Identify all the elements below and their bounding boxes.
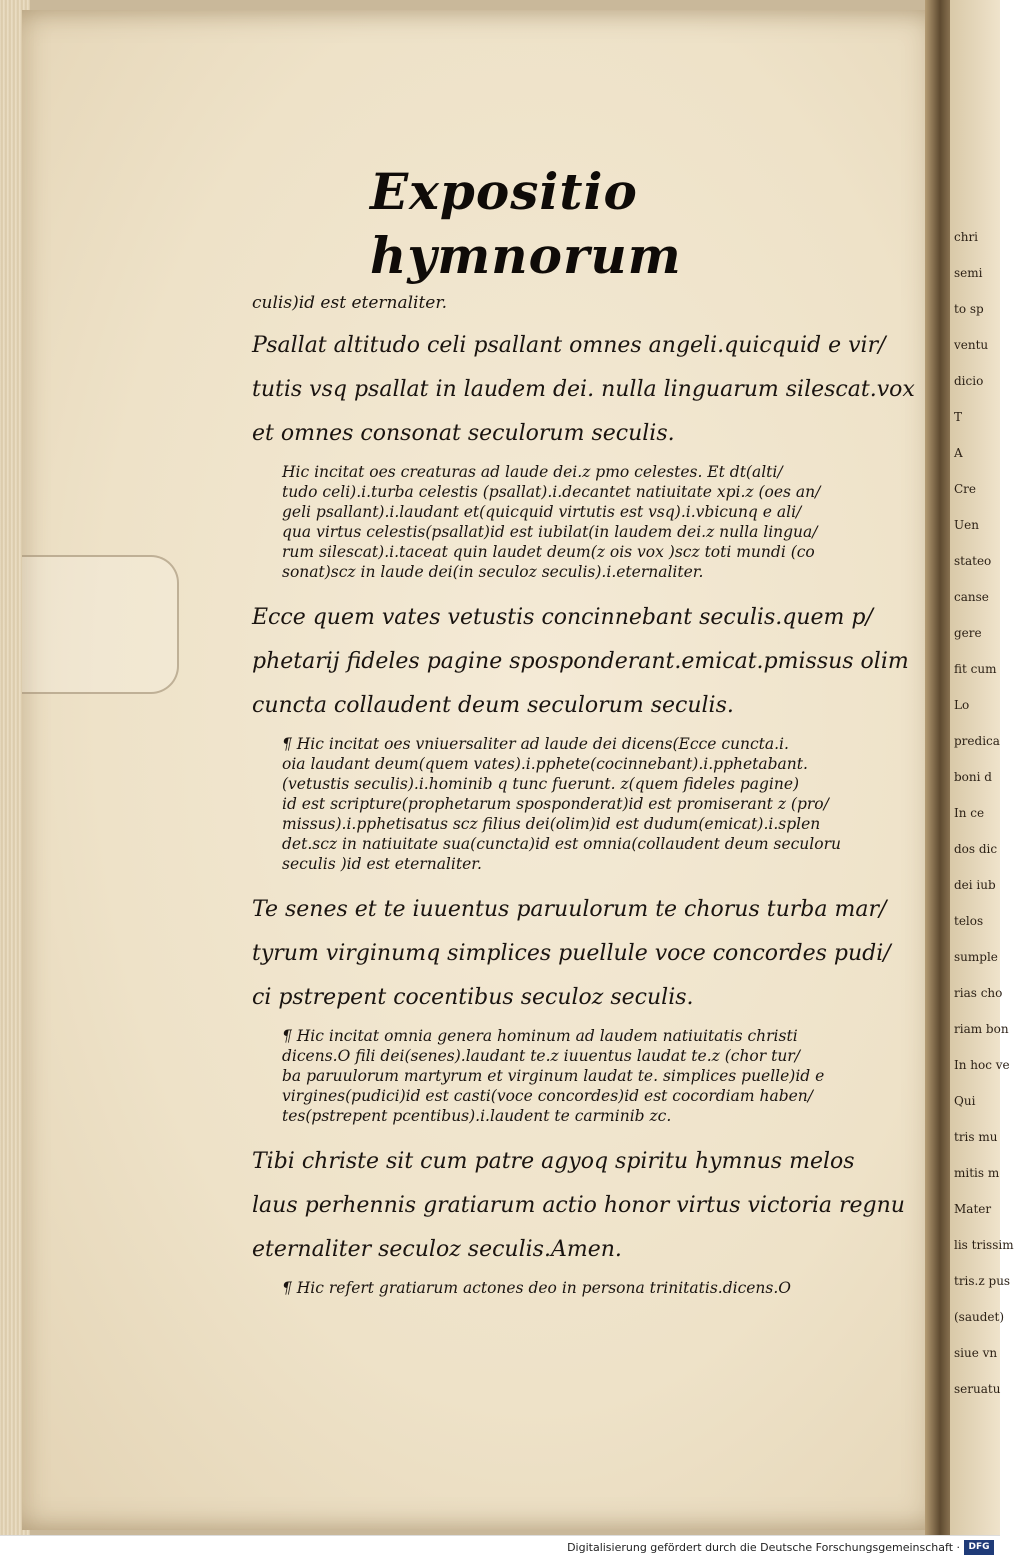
hymn-verse xyxy=(252,1140,912,1272)
clasp-mark xyxy=(22,555,179,694)
right-page-text-fragment: canse xyxy=(954,590,989,604)
right-page-text-fragment: dos dic xyxy=(954,842,998,856)
right-page-text-fragment: ventu xyxy=(954,338,989,352)
commentary-line: sonat)scz in laude dei(in seculoz seculis).i.eternaliter. xyxy=(282,563,704,581)
footer-text: Digitalisierung gefördert durch die Deutsche Forschungsgemeinschaft · xyxy=(567,1541,960,1554)
right-page-text-fragment: dicio xyxy=(954,374,984,388)
right-page-text-fragment: lis trissim xyxy=(954,1238,1014,1252)
right-page-text-fragment: predica xyxy=(954,734,1000,748)
verse-line: laus perhennis gratiarum actio honor virtus victoria regnu xyxy=(252,1193,905,1218)
verse-line: eternaliter seculoz seculis.Amen. xyxy=(252,1237,622,1262)
verse-line: et omnes consonat seculorum seculis. xyxy=(252,421,675,446)
right-page-text-fragment: fit cum xyxy=(954,662,997,676)
right-page-text-fragment: rias cho xyxy=(954,986,1003,1000)
right-page-text-fragment: Cre xyxy=(954,482,977,496)
commentary-line: missus).i.pphetisatus scz filius dei(olim)id est dudum(emicat).i.splen xyxy=(282,815,821,833)
right-page-text-fragment: siue vn xyxy=(954,1346,998,1360)
commentary-line: qua virtus celestis(psallat)id est iubilat(in laudem dei.z nulla lingua/ xyxy=(282,523,818,541)
right-page-text-fragment: boni d xyxy=(954,770,992,784)
right-page-text-fragment: Lo xyxy=(954,698,970,712)
right-page-text-fragment: Mater xyxy=(954,1202,992,1216)
commentary-line: Hic incitat oes creaturas ad laude dei.z pmo celestes. Et dt(alti/ xyxy=(282,463,783,481)
right-page-text-fragment: seruatu xyxy=(954,1382,1001,1396)
text-sections xyxy=(252,324,915,1298)
right-page-text-fragment: In ce xyxy=(954,806,985,820)
verse-line: Te senes et te iuuentus paruulorum te chorus turba mar/ xyxy=(252,897,887,922)
commentary-line: ba paruulorum martyrum et virginum laudat te. simplices puelle)id e xyxy=(282,1067,825,1085)
right-page-text-fragment: gere xyxy=(954,626,982,640)
verse-line: Ecce quem vates vetustis concinnebant seculis.quem p/ xyxy=(252,605,873,630)
commentary-line: dicens.O fili dei(senes).laudant te.z iuuentus laudat te.z (chor tur/ xyxy=(282,1047,800,1065)
commentary-line: (vetustis seculis).i.hominib q tunc fuerunt. z(quem fideles pagine) xyxy=(282,775,800,793)
commentary xyxy=(252,734,912,874)
hymn-verse xyxy=(252,888,912,1020)
hymn-verse xyxy=(252,324,915,456)
right-page-text-fragment: mitis m xyxy=(954,1166,1000,1180)
right-page-text-fragment: stateo xyxy=(954,554,992,568)
right-page-text-fragment: sumple xyxy=(954,950,998,964)
commentary-line: seculis )id est eternaliter. xyxy=(282,855,482,873)
page-title: Expositio hymnorum xyxy=(370,162,682,285)
right-page-text-fragment: (saudet) xyxy=(954,1310,1005,1324)
commentary-line: oia laudant deum(quem vates).i.pphete(cocinnebant).i.pphetabant. xyxy=(282,755,808,773)
commentary-line: tes(pstrepent pcentibus).i.laudent te carminib zc. xyxy=(282,1107,672,1125)
commentary-line: ¶ Hic incitat omnia genera hominum ad laudem natiuitatis christi xyxy=(282,1027,798,1045)
commentary-line: id est scripture(prophetarum sposponderat)id est promiserant z (pro/ xyxy=(282,795,829,813)
right-page-text-fragment: telos xyxy=(954,914,984,928)
right-page-text-fragment: dei iub xyxy=(954,878,996,892)
right-page-text-fragment: semi xyxy=(954,266,983,280)
commentary-line: rum silescat).i.taceat quin laudet deum(z ois vox )scz toti mundi (co xyxy=(282,543,815,561)
continuation-line: culis)id est eternaliter. xyxy=(252,293,448,313)
commentary xyxy=(252,1026,912,1126)
right-page-text-fragment: In hoc ve xyxy=(954,1058,1010,1072)
commentary-line: det.scz in natiuitate sua(cuncta)id est omnia(collaudent deum seculoru xyxy=(282,835,841,853)
right-page-text-fragment: T xyxy=(954,410,963,424)
commentary xyxy=(252,462,912,582)
dfg-logo: DFG xyxy=(964,1540,994,1555)
commentary-line: virgines(pudici)id est casti(voce concordes)id est cocordiam haben/ xyxy=(282,1087,814,1105)
hymn-verse xyxy=(252,596,912,728)
right-page-text-fragment: tris.z pus xyxy=(954,1274,1011,1288)
verse-line: ci pstrepent cocentibus seculoz seculis. xyxy=(252,985,694,1010)
right-page-fragment xyxy=(950,0,1014,1535)
commentary xyxy=(252,1278,912,1298)
right-page-text-fragment: to sp xyxy=(954,302,984,316)
verse-line: tyrum virginumq simplices puellule voce concordes pudi/ xyxy=(252,941,891,966)
right-page-text-fragment: riam bon xyxy=(954,1022,1009,1036)
verse-line: phetarij fideles pagine sposponderant.emicat.pmissus olim xyxy=(252,649,909,674)
footer-bar xyxy=(0,1535,1000,1560)
right-page-text-fragment: A xyxy=(954,446,963,460)
commentary-line: tudo celi).i.turba celestis (psallat).i.decantet natiuitate xpi.z (oes an/ xyxy=(282,483,821,501)
commentary-line: ¶ Hic refert gratiarum actones deo in persona trinitatis.dicens.O xyxy=(282,1279,792,1297)
right-page-text-fragment: tris mu xyxy=(954,1130,998,1144)
commentary-line: geli psallant).i.laudant et(quicquid virtutis est vsq).i.vbicunq e ali/ xyxy=(282,503,802,521)
verse-line: tutis vsq psallat in laudem dei. nulla linguarum silescat.vox xyxy=(252,377,915,402)
verse-line: Psallat altitudo celi psallant omnes angeli.quicquid e vir/ xyxy=(252,333,886,358)
verse-line: Tibi christe sit cum patre agyoq spiritu hymnus melos xyxy=(252,1149,855,1174)
page-text xyxy=(252,160,915,1312)
right-page-text-fragment: Qui xyxy=(954,1094,976,1108)
right-page-text-fragment: chri xyxy=(954,230,979,244)
right-page-text-fragment: Uen xyxy=(954,518,979,532)
verse-line: cuncta collaudent deum seculorum seculis. xyxy=(252,693,734,718)
commentary-line: ¶ Hic incitat oes vniuersaliter ad laude dei dicens(Ecce cuncta.i. xyxy=(282,735,789,753)
